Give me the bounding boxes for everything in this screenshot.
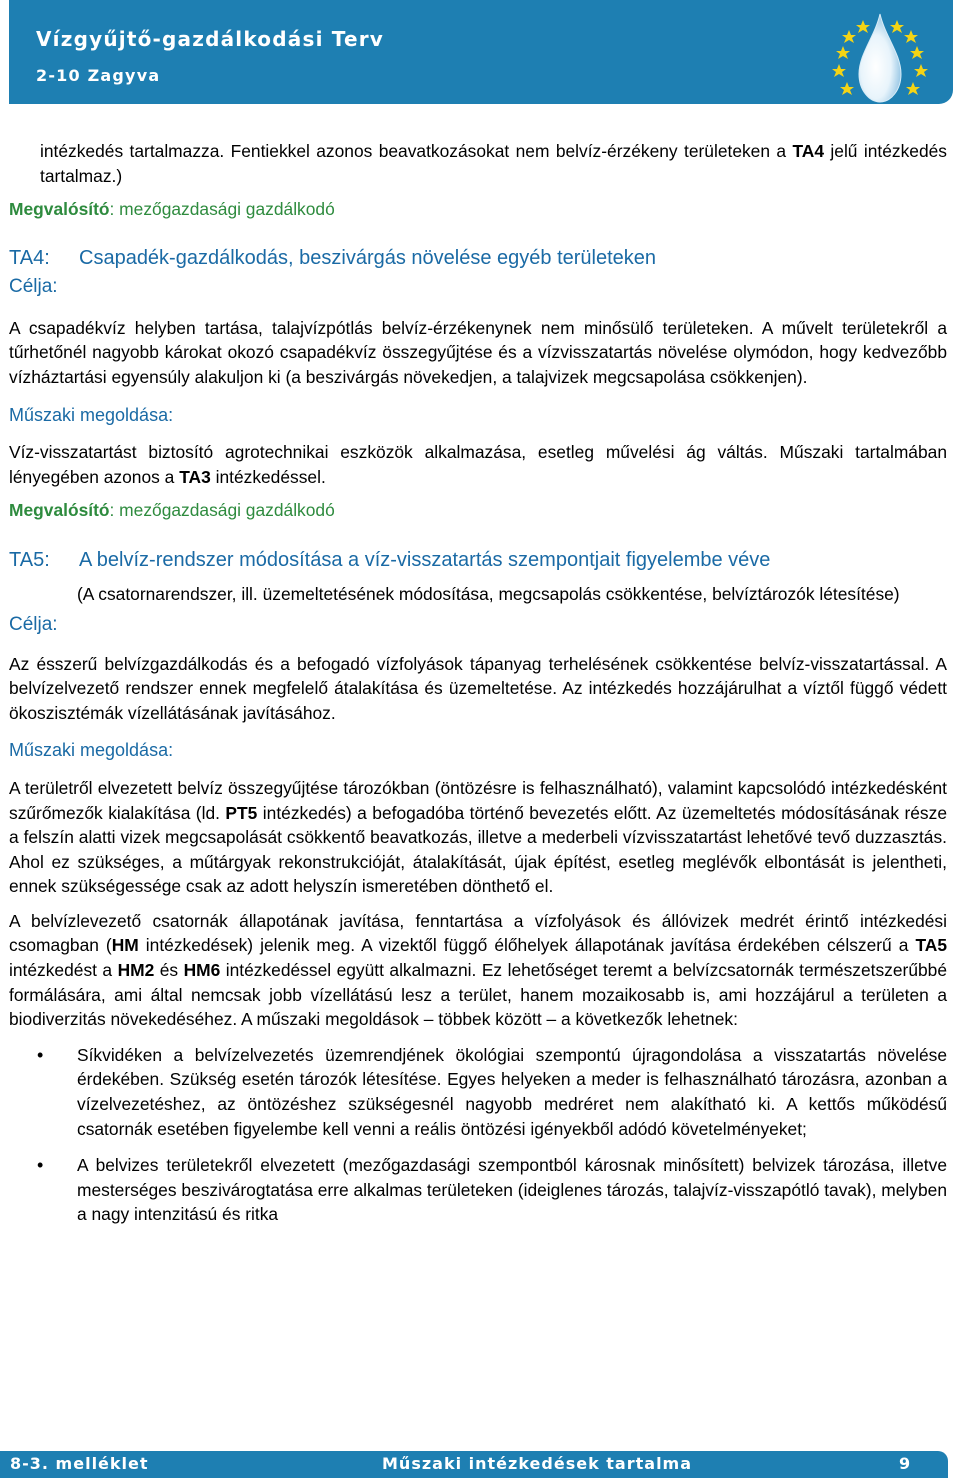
ta5-subtitle: (A csatornarendszer, ill. üzemeltetésének módosítása, megcsapolás csökkentése, belvíztározók létesítése) [77,583,900,604]
ta4-implementer: Megvalósító: mezőgazdasági gazdálkodó [9,500,335,521]
ta5-goal-text: Az ésszerű belvízgazdálkodás és a befogadó vízfolyások tápanyag terhelésének csökkentése belvíz-visszatartással. A belvízelvezető rendszer ennek megfelelő átalakítása és üzemeltetése. Az intézkedés hozzájárulhat a víztől függő védett ökoszisztémák vízellátásának javításához. [9,653,947,723]
list-item: • A belvizes területekről elvezetett (mezőgazdasági szempontból károsnak minősített) belvizek tározása, illetve mesterséges beszivárogtatása erre alkalmas területeken (ideiglenes tározás, talajvíz-visszapótló tavak), melyben a nagy intenzitású és ritka [9,1153,947,1227]
ta5-goal-label: Célja: [9,613,58,635]
ta5-tech-label: Műszaki megoldása: [9,740,174,761]
ta4-heading: TA4: Csapadék-gazdálkodás, beszivárgás növelése egyéb területeken [9,246,657,269]
intro-paragraph: intézkedés tartalmazza. Fentiekkel azonos beavatkozásokat nem belvíz-érzékeny területeken a TA4 jelű intézkedés tartalmaz.) [40,141,948,186]
list-item: • Síkvidéken a belvízelvezetés üzemrendjének ökológiai szempontú újragondolása a visszatartás növelése érdekében. Szükség esetén tározók létesítése. Egyes helyeken a meder is felhasználható tározásra, azonban a vízelvezetéshez, az öntözéshez szükségesnél nagyobb medréret nem alakítható ki. A kettős működésű csatornák esetében figyelembe kell venni a reális öntözési igényekből adódó követelményeket; [9,1043,947,1141]
ta4-tech-text: Víz-visszatartást biztosító agrotechnikai eszközök alkalmazása, esetleg művelési ág váltás. Műszaki tartalmában lényegében azonos a TA3 intézkedéssel. [9,442,947,487]
document-title: Vízgyűjtő-gazdálkodási Terv [36,27,385,51]
ta4-goal-text: A csapadékvíz helyben tartása, talajvízpótlás belvíz-érzékenynek nem minősülő területeken. A művelt területekről a tűrhetőnél nagyobb károkat okozó csapadékvíz összegyűjtése és a vízvisszatartás növelése olymódon, hogy kedvezőbb vízháztartási egyensúly alakuljon ki (a beszivárgás növekedjen, a talajvizek megcsapolása csökkenjen). [9,317,947,387]
footer-section-title: Műszaki intézkedések tartalma [382,1454,693,1473]
page-number: 9 [899,1454,912,1473]
intro-implementer: Megvalósító: mezőgazdasági gazdálkodó [9,199,335,220]
ta5-tech-paragraph-1: A területről elvezetett belvíz összegyűjtése tározókban (öntözésre is felhasználható), valamint kapcsolódó intézkedésként szűrőmezők kialakítása (ld. PT5 intézkedés) a befogadóba történő bevezetés előtt. Az üzemeltetés módosításának része a felszín alatti vizek megcsapolását csökkentő beavatkozás, illetve a mederbeli vízvisszatartást lehetővé tevő duzzasztás. Ahol ez szükséges, a műtárgyak rekonstrukcióját, átalakítását, újak építést, esetleg meglévők elbontását is jelentheti, ennek szükségessége csak az adott helyszín ismeretében dönthető el. [9,777,947,897]
water-drop-eu-stars-icon [815,6,945,106]
page-content [9,139,947,1227]
ta5-solutions-list [9,1043,947,1227]
footer-bar [0,1451,948,1478]
ta5-heading: TA5: A belvíz-rendszer módosítása a víz-visszatartás szempontjait figyelembe véve [9,548,771,571]
ta4-tech-label: Műszaki megoldása: [9,404,174,425]
footer-annex: 8-3. melléklet [10,1454,149,1473]
ta4-goal-label: Célja: [9,275,58,297]
ta5-tech-paragraph-2: A belvízlevezető csatornák állapotának javítása, fenntartása a vízfolyások és állóvizek medrét érintő intézkedési csomagban (HM intézkedések) jelenik meg. A vizektől függő élőhelyek állapotának javítása érdekében célszerű a TA5 intézkedést a HM2 és HM6 intézkedéssel együtt alkalmazni. Ez lehetőséget teremt a belvízcsatornák természetszerűbbé formálására, ami által nemcsak jobb vízellátású lesz a terület, hanem mozaikosabb is, ami hozzájárul a területen a biodiverzitás növekedéséhez. A műszaki megoldások – többek között – a következők lehetnek: [9,910,948,1030]
header-bar [9,0,953,104]
document-subtitle: 2-10 Zagyva [36,66,161,85]
